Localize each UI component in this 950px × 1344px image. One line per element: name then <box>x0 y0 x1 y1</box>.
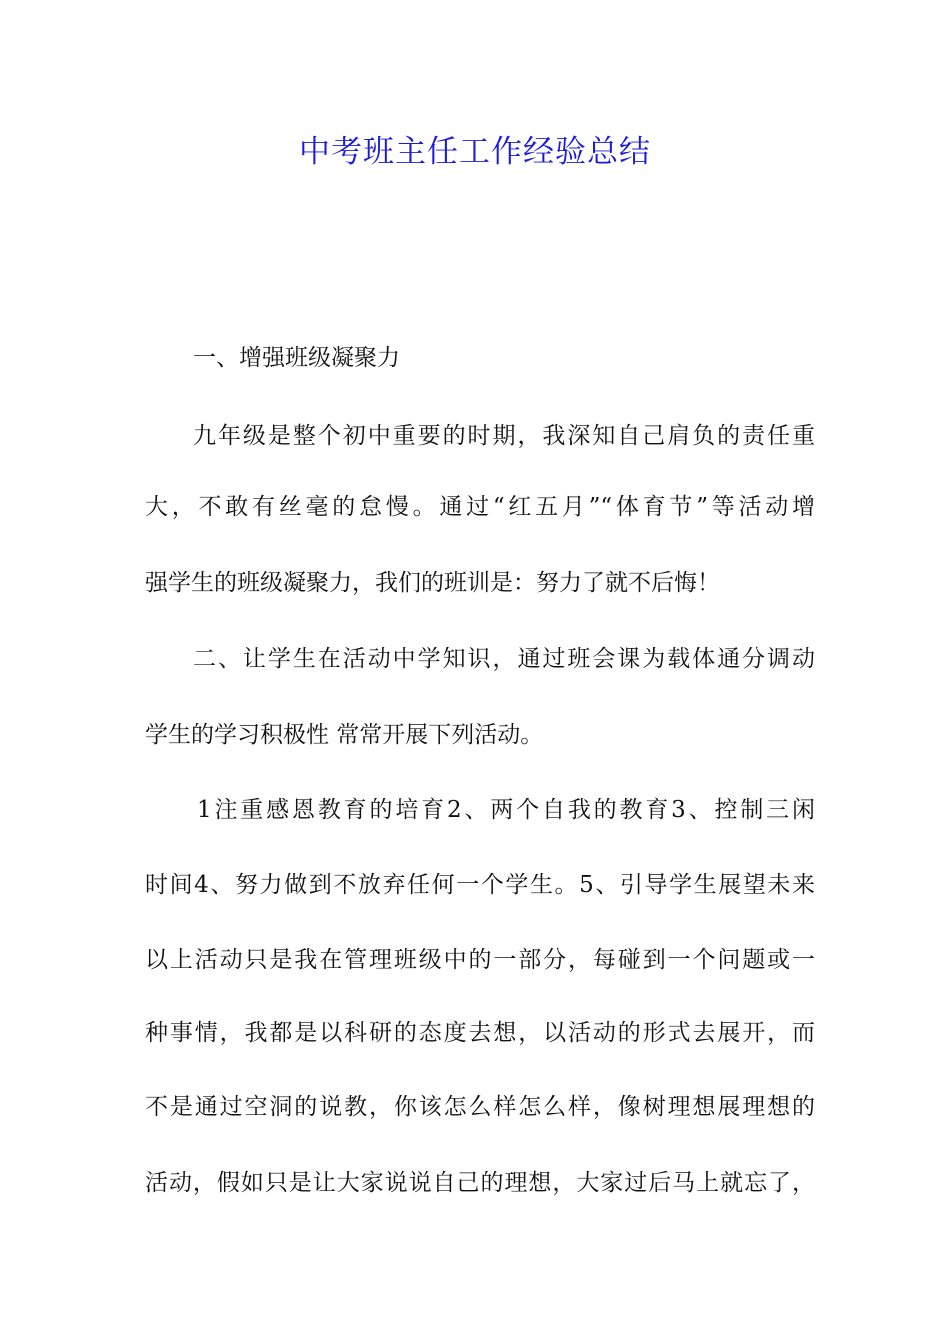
section-heading-1: 一、增强班级凝聚力 <box>193 345 400 371</box>
paragraph-line: 学生的学习积极性 常常开展下列活动。 <box>145 722 544 748</box>
document-title: 中考班主任工作经验总结 <box>299 134 651 170</box>
paragraph-line: 活动，假如只是让大家说说自己的理想，大家过后马上就忘了， <box>145 1170 815 1196</box>
paragraph-line: 强学生的班级凝聚力，我们的班训是：努力了就不后悔！ <box>145 570 720 596</box>
section-heading-2: 二、让学生在活动中学知识，通过班会课为载体通分调动 <box>193 646 815 672</box>
paragraph-line: 1注重感恩教育的培育2、两个自我的教育3、控制三闲 <box>197 797 815 823</box>
paragraph-line: 时间4、努力做到不放弃任何一个学生。5、引导学生展望未来 <box>145 872 815 898</box>
paragraph-line: 九年级是整个初中重要的时期，我深知自己肩负的责任重 <box>193 423 815 449</box>
paragraph-line: 大，不敢有丝毫的怠慢。通过“红五月”“体育节”等活动增 <box>145 494 815 520</box>
paragraph-line: 以上活动只是我在管理班级中的一部分，每碰到一个问题或一 <box>145 947 815 973</box>
paragraph-line: 种事情，我都是以科研的态度去想，以活动的形式去展开，而 <box>145 1020 815 1046</box>
paragraph-line: 不是通过空洞的说教，你该怎么样怎么样，像树理想展理想的 <box>145 1094 815 1120</box>
